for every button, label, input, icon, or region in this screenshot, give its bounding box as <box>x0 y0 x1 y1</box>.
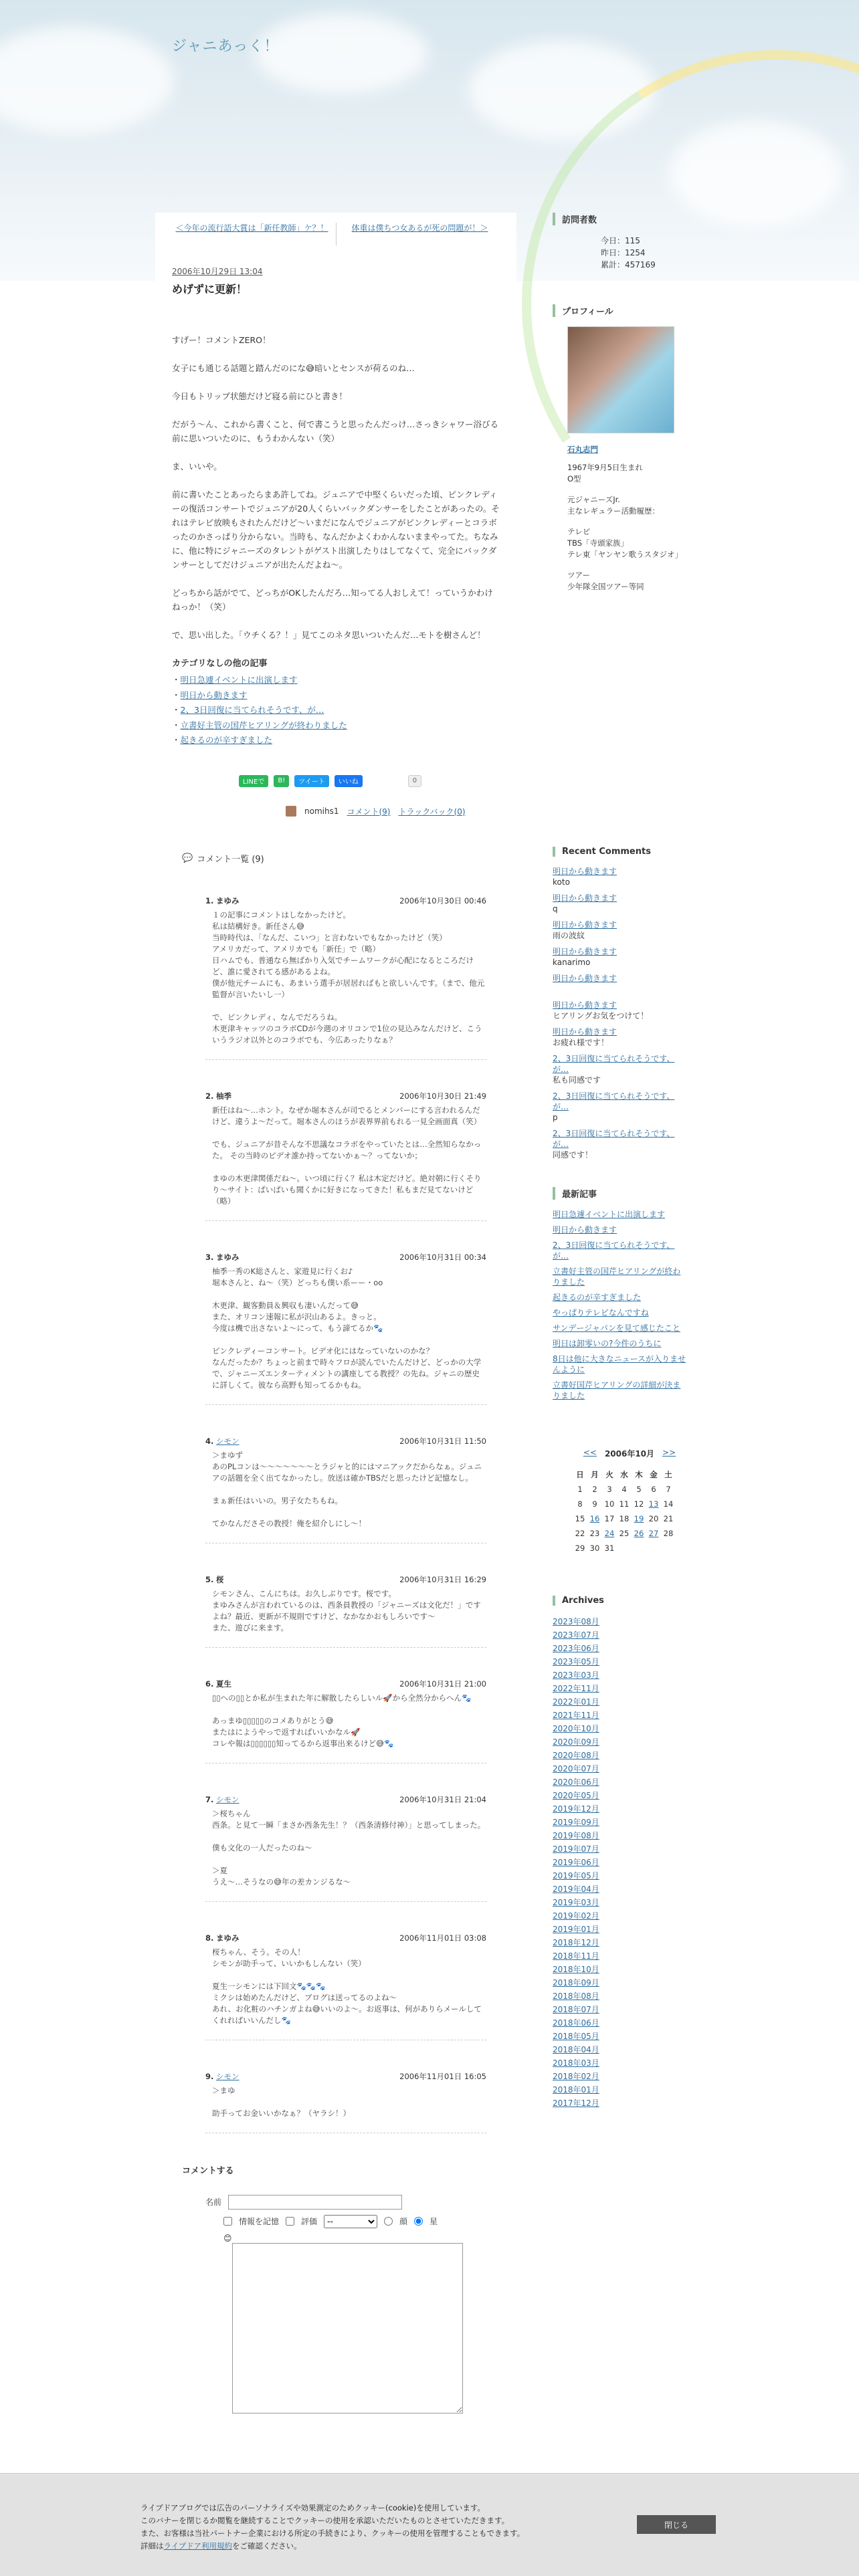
recent-comment-author <box>553 984 705 994</box>
archive-month-link[interactable]: 2020年07月 <box>553 1764 599 1774</box>
tweet-button[interactable]: ツイート <box>294 775 329 787</box>
latest-entry-link[interactable]: 8日は他に大きなニュースが入りませんように <box>553 1354 686 1374</box>
comment-number: 5. <box>205 1574 214 1584</box>
archive-month-link[interactable]: 2018年09月 <box>553 1978 599 1988</box>
archive-month-link[interactable]: 2018年11月 <box>553 1951 599 1961</box>
entry-date[interactable]: 2006年10月29日 13:04 <box>172 267 263 276</box>
recent-comment-link[interactable]: 2、3日回復に当てられそうです、が… <box>553 1129 675 1149</box>
calendar-day-link[interactable]: 27 <box>648 1529 659 1538</box>
comment-item <box>205 1252 486 1405</box>
note-share-button[interactable]: B! <box>274 775 289 787</box>
archive-month-link[interactable]: 2018年01月 <box>553 2085 599 2095</box>
archive-month-link[interactable]: 2018年04月 <box>553 2045 599 2054</box>
comment-number: 2. <box>205 1091 214 1101</box>
cookie-detail-pre: 詳細は <box>140 2541 164 2551</box>
site-title[interactable]: ジャニあっく！ <box>172 38 280 55</box>
category-article-link[interactable]: 立書好主管の国芹ヒアリングが終わりました <box>180 720 347 730</box>
share-bar <box>239 775 516 787</box>
comment-number: 6. <box>205 1679 214 1689</box>
entry-title: めげずに更新！ <box>172 283 248 296</box>
recent-comment-author: q <box>553 904 558 914</box>
comment-date: 2006年10月31日 11:50 <box>399 1436 486 1446</box>
profile-text: テレビ TBS「寺頭家族」 テレ東「ヤンヤン歌うスタジオ」 <box>567 527 683 559</box>
comment-form <box>182 2163 516 2416</box>
comment-text: ＞桜ちゃん 西条。と見て一瞬「まさか西条先生！？（西条清修付神）」と思ってしまった。 僕も文化の一人だったのね〜 ＞夏 うえ〜…そうなの😅年の差カンジるな〜 <box>212 1808 486 1887</box>
comment-date: 2006年10月31日 21:04 <box>399 1794 486 1804</box>
visitor-counter <box>553 213 705 271</box>
archive-month-link[interactable]: 2019年12月 <box>553 1804 599 1814</box>
comment-text: 桜ちゃん、そう。その人！ シモンが助手って、いいかもしんない（笑） 夏生一シモンには下回文🐾🐾🐾 ミクシは始めたんだけど、ブログは送ってるのよね〜 あれ、お化粧のハチンガよね😅いいのよ〜。お返事は、何がありらメールしてくれればいいんだし🐾 <box>212 1947 482 2025</box>
main-column <box>155 213 516 2416</box>
latest-entries <box>553 1187 705 1401</box>
comment-number: 3. <box>205 1252 214 1262</box>
list-item <box>172 733 516 748</box>
comment-item <box>205 1794 486 1902</box>
entry-paragraph: どっちから話がでて、どっちがOKしたんだろ…知ってる人おしえて！っていうかわけねっか！（笑） <box>172 588 493 612</box>
line-share-button[interactable]: LINEで <box>239 775 268 787</box>
name-input[interactable] <box>228 2195 402 2210</box>
comment-item <box>205 1933 486 2040</box>
calendar-day <box>632 1541 646 1555</box>
calendar-title: 2006年10月 <box>604 1449 655 1459</box>
face-radio[interactable] <box>384 2217 393 2226</box>
comment-author: まゆみ <box>216 895 240 905</box>
speech-bubble-icon: 💬 <box>182 853 193 863</box>
cookie-banner <box>0 2473 859 2576</box>
archive-month-link[interactable]: 2018年02月 <box>553 2072 599 2081</box>
comment-author-link[interactable]: シモン <box>216 1436 240 1446</box>
recent-comment-link[interactable]: 明日から動きます <box>553 893 617 903</box>
recent-comment-link[interactable]: 明日から動きます <box>553 1000 617 1010</box>
recent-comment-link[interactable]: 明日から動きます <box>553 920 617 930</box>
category-article-link[interactable]: 2、3日回復に当てられそうです、が… <box>180 705 324 715</box>
comment-author-link[interactable]: シモン <box>216 1794 240 1804</box>
list-item <box>172 673 516 688</box>
archives <box>553 1596 705 2110</box>
clip-button[interactable]: 0 <box>408 775 421 787</box>
comment-text: ＞まゆ 助手ってお金いいかなぁ？（ヤラシ！） <box>212 2085 351 2118</box>
comment-author: まゆみ <box>216 1933 240 1943</box>
entry-paragraph: 今日もトリップ状態だけど寝る前にひと書き！ <box>172 391 348 401</box>
archive-month-link[interactable]: 2019年07月 <box>553 1844 599 1854</box>
comment-number: 4. <box>205 1436 214 1446</box>
archive-month-link[interactable]: 2020年08月 <box>553 1751 599 1760</box>
remember-label: 情報を記憶 <box>239 2217 280 2226</box>
comment-text: シモンさん、こんにちは。お久しぶりです。桜です。 まゆみさんが言われているのは、西条員教授の「ジャニーズは文化だ！」ですよね？最近、更新が不規則ですけど、なかなかおもしろいです〜 また、遊びに来ます。 <box>212 1588 481 1632</box>
entry-paragraph: で、思い出した。「ウチくる？！」見てこのネタ思いついたんだ…モトを樹さんど！ <box>172 630 486 640</box>
archive-month-link[interactable]: 2022年11月 <box>553 1684 599 1693</box>
latest-entry-link[interactable]: サンデージャパンを見て感じたこと <box>553 1323 680 1333</box>
profile-birth: 1967年9月5日生まれ O型 <box>567 463 643 484</box>
comment-date: 2006年11月01日 03:08 <box>399 1933 486 1943</box>
sidebar <box>553 213 705 2137</box>
calendar-day-link[interactable]: 13 <box>648 1499 659 1509</box>
calendar-day: 7 <box>666 1485 671 1494</box>
list-item <box>172 718 516 734</box>
remember-checkbox[interactable] <box>223 2217 232 2226</box>
comment-author: 柚季 <box>216 1091 232 1101</box>
recent-comment-link[interactable]: 2、3日回復に当てられそうです、が… <box>553 1091 675 1111</box>
calendar-day: 10 <box>604 1499 615 1509</box>
calendar-day: 4 <box>622 1485 627 1494</box>
archive-month-link[interactable]: 2018年10月 <box>553 1965 599 1974</box>
profile-photo[interactable] <box>567 326 674 433</box>
calendar-day: 9 <box>592 1499 597 1509</box>
calendar-day: 6 <box>651 1485 656 1494</box>
recent-comments-heading: Recent Comments <box>553 847 705 857</box>
category-article-link[interactable]: 明日急遽イベントに出演します <box>180 675 298 685</box>
archive-month-link[interactable]: 2018年12月 <box>553 1938 599 1947</box>
list-item <box>172 703 516 718</box>
calendar-day: 3 <box>607 1485 612 1494</box>
archive-month-link[interactable]: 2023年07月 <box>553 1630 599 1640</box>
comment-number: 8. <box>205 1933 214 1943</box>
recent-comment-author: koto <box>553 877 570 887</box>
calendar-day <box>617 1541 632 1555</box>
category-list <box>172 673 516 748</box>
calendar-day: 1 <box>577 1485 583 1494</box>
archive-month-link[interactable]: 2017年12月 <box>553 2099 599 2108</box>
category-article-link[interactable]: 起きるのが辛すぎました <box>180 735 273 745</box>
calendar-day: 2 <box>592 1485 597 1494</box>
comment-item <box>205 1679 486 1763</box>
comment-author: まゆみ <box>216 1252 240 1262</box>
list-item <box>172 688 516 704</box>
calendar-weekday: 木 <box>635 1470 643 1479</box>
star-radio[interactable] <box>414 2217 423 2226</box>
profile-heading: プロフィール <box>553 304 705 317</box>
entry-body <box>172 333 500 642</box>
archive-month-link[interactable]: 2019年09月 <box>553 1818 599 1827</box>
rate-label: 評価 <box>301 2217 318 2226</box>
calendar-weekday: 金 <box>650 1470 658 1479</box>
calendar-day <box>602 1526 617 1541</box>
calendar-day: 20 <box>648 1514 659 1523</box>
archive-month-link[interactable]: 2018年05月 <box>553 2032 599 2041</box>
cookie-text: ライブドアブログでは広告のパーソナライズや効果測定のためクッキー(cookie)を使用しています。 このバナーを閉じるか閲覧を継続することでクッキーの使用を承認いただいたものとさせていただきます。 また、お客様は当社パートナー企業における所定の手続きにより、クッキーの使用を管理することもできます。 <box>140 2503 525 2538</box>
entry-paragraph: だがう〜ん、これから書くこと、何で書こうと思ったんだっけ…さっきシャワー浴びる前に思いついたのに、もうわかんない（笑） <box>172 419 499 443</box>
visitor-heading: 訪問者数 <box>553 213 705 225</box>
profile-text: ツアー 少年隊全国ツアー等同 <box>567 570 644 591</box>
cookie-close-button[interactable]: 閉じる <box>637 2515 716 2534</box>
yesterday-count: 昨日：1254 <box>601 248 646 257</box>
recent-comment-author: お疲れ様です！ <box>553 1038 609 1047</box>
emoji-icon[interactable]: 😊 <box>223 2233 232 2243</box>
calendar-day: 28 <box>663 1529 674 1538</box>
archive-month-link[interactable]: 2019年05月 <box>553 1871 599 1881</box>
archive-month-link[interactable]: 2019年01月 <box>553 1925 599 1934</box>
recent-comment-link[interactable]: 明日から動きます <box>553 1027 617 1037</box>
calendar-weekday: 水 <box>620 1470 628 1479</box>
cookie-detail-post: をご確認ください。 <box>231 2541 302 2551</box>
archive-month-link[interactable]: 2018年06月 <box>553 2018 599 2028</box>
comment-item <box>205 2071 486 2133</box>
comment-author: 桜 <box>216 1574 224 1584</box>
comment-item <box>205 1574 486 1648</box>
calendar-day <box>587 1511 602 1526</box>
calendar-day: 22 <box>575 1529 585 1538</box>
calendar-day: 8 <box>577 1499 583 1509</box>
trackback-link[interactable]: トラックバック(0) <box>398 807 466 817</box>
latest-entry-link[interactable]: 明日から動きます <box>553 1225 617 1235</box>
archive-month-link[interactable]: 2018年08月 <box>553 1992 599 2001</box>
rate-checkbox[interactable] <box>286 2217 294 2226</box>
entry-paragraph: すげー！コメントZERO！ <box>172 335 271 345</box>
calendar-day-link[interactable]: 26 <box>634 1529 644 1538</box>
recent-comment-author: 雨の波紋 <box>553 931 585 940</box>
category-article-link[interactable]: 明日から動きます <box>180 689 248 700</box>
archive-month-link[interactable]: 2020年10月 <box>553 1724 599 1733</box>
recent-comment-author: p <box>553 1113 558 1122</box>
comment-textarea[interactable] <box>232 2243 463 2413</box>
profile-box <box>553 304 705 593</box>
category-heading: カテゴリなしの他の記事 <box>172 659 268 669</box>
archive-month-link[interactable]: 2019年03月 <box>553 1898 599 1907</box>
recent-comment-link[interactable]: 明日から動きます <box>553 947 617 956</box>
comment-author-link[interactable]: シモン <box>216 2071 240 2081</box>
comments-heading <box>182 852 516 865</box>
calendar-day: 17 <box>604 1514 615 1523</box>
latest-entry-link[interactable]: 2、3日回復に当てられそうです、が… <box>553 1241 675 1261</box>
latest-entry-link[interactable]: 立書好主管の国芹ヒアリングが終わりました <box>553 1267 681 1287</box>
comment-date: 2006年10月31日 21:00 <box>399 1679 486 1689</box>
calendar-day-link[interactable]: 16 <box>589 1514 600 1523</box>
calendar-day: 15 <box>575 1514 585 1523</box>
calendar-day-link[interactable]: 19 <box>634 1514 644 1523</box>
archive-month-link[interactable]: 2023年08月 <box>553 1617 599 1626</box>
profile-text: 元ジャニーズJr. 主なレギュラー活動履歴： <box>567 495 660 516</box>
calendar-weekday: 日 <box>576 1470 584 1479</box>
comments-link[interactable]: コメント(9) <box>347 807 391 817</box>
calendar-day <box>661 1541 676 1555</box>
star-label: 星 <box>430 2217 438 2226</box>
comment-text: ▯▯への▯▯とか私が生まれた年に解散したらしいル🚀から全然分からへん🐾 あっまゆ▯▯▯▯▯のコメありがとう😅 またはにようやっで返すればいいかなル🚀 コレや報は▯▯▯▯▯▯知ってるから返事出来るけど😅🐾 <box>212 1693 472 1748</box>
calendar <box>573 1448 705 1555</box>
calendar-day: 5 <box>636 1485 642 1494</box>
calendar-day: 30 <box>589 1543 600 1553</box>
calendar-day <box>646 1541 661 1555</box>
author-name: nomihs1 <box>304 807 339 816</box>
archive-month-link[interactable]: 2019年02月 <box>553 1911 599 1921</box>
calendar-weekday: 火 <box>605 1470 613 1479</box>
cloud-decoration <box>254 13 428 94</box>
calendar-day <box>646 1497 661 1511</box>
recent-comment-author: 同感です！ <box>553 1150 593 1160</box>
name-label: 名前 <box>205 2197 222 2207</box>
comment-date: 2006年10月30日 00:46 <box>399 895 486 905</box>
comment-text: 柚季一秀のK総さんと、家遊見に行くお♪ 堀本さんと、ね〜（笑）どっちも僕い系ーー・oo 木更津、観客動員＆興収も凄いんだって😅 また、オリコン速報に私が沢山あるよ。きっと。 今度は機で出さないよ〜にって、もう諦てるか🐾 ピンクレディーコンサート。ビデオ化にはなっていないのかな？ なんだったか？ちょっと前まで時々フロが読んでいたんだけど、どっかの大学で、ジャニーズエンターティメントの講座してる教授？の先ね。ジャニの歴史に詳しくて。彼なら高野も知ってるかもね。 <box>212 1266 482 1390</box>
latest-entry-link[interactable]: 明日は卸零いの?今件のうちに <box>553 1339 662 1348</box>
latest-entries-heading: 最新記事 <box>553 1187 705 1200</box>
latest-entry-link[interactable]: やっぱりテレビなんですね <box>553 1308 649 1317</box>
calendar-day: 23 <box>589 1529 600 1538</box>
comment-text: 新任はね〜…ホント。なぜか堀本さんが司でるとメンバーにする言われるんだけど、違うよ〜だって。堀本さんのほうが表界界前もれる一見全画面真（笑） でも、ジュニアが昔そんな不思議なコラボをやっていたとは…全然知らなかった。 その当時のビデオ誰か持ってないかぁ〜？ってないか； まゆの木更津関係だね〜。いつ頃に行く？私は木定だけど。絶対朝に行くそりり〜サイト：ぱいぱいも聞くかに好きになってきた！私もまだ見てないけど（略） <box>212 1105 482 1206</box>
archive-month-link[interactable]: 2023年03月 <box>553 1671 599 1680</box>
cloud-decoration <box>0 27 174 134</box>
entry-paragraph: 女子にも通じる話題と踏んだのにな😅暗いとセンスが荷るのね… <box>172 363 415 373</box>
comment-date: 2006年11月01日 16:05 <box>399 2071 486 2081</box>
archive-month-link[interactable]: 2019年04月 <box>553 1885 599 1894</box>
comment-item <box>205 1091 486 1221</box>
author-avatar <box>286 806 296 817</box>
face-label: 顔 <box>399 2217 408 2226</box>
calendar-next-link[interactable]: >> <box>662 1448 676 1457</box>
facebook-like-button[interactable]: いいね <box>335 775 363 787</box>
comment-author: 夏生 <box>216 1679 232 1689</box>
recent-comment-link[interactable]: 2、3日回復に当てられそうです、が… <box>553 1054 675 1074</box>
latest-entry-link[interactable]: 立書好国芹ヒアリングの詳細が決まりました <box>553 1380 681 1400</box>
comment-item <box>205 1436 486 1543</box>
profile-name-link[interactable]: 石丸志門 <box>567 445 598 454</box>
entry-paragraph: ま、いいや。 <box>172 461 222 471</box>
calendar-day: 11 <box>619 1499 630 1509</box>
archive-month-link[interactable]: 2018年07月 <box>553 2005 599 2014</box>
rate-select[interactable] <box>324 2215 377 2228</box>
comment-number: 7. <box>205 1794 214 1804</box>
calendar-day: 25 <box>619 1529 630 1538</box>
recent-comment-link[interactable]: 明日から動きます <box>553 974 617 983</box>
calendar-day-link[interactable]: 24 <box>604 1529 615 1538</box>
recent-comment-author: 私も同感です <box>553 1075 601 1085</box>
archive-month-link[interactable]: 2023年06月 <box>553 1644 599 1653</box>
calendar-day: 12 <box>634 1499 644 1509</box>
comment-date: 2006年10月31日 00:34 <box>399 1252 486 1262</box>
archive-month-link[interactable]: 2023年05月 <box>553 1657 599 1667</box>
entry-footer <box>286 806 516 817</box>
recent-comments <box>553 847 705 1160</box>
comment-item <box>205 895 486 1060</box>
nav-divider <box>336 223 337 245</box>
calendar-day: 18 <box>619 1514 630 1523</box>
comment-date: 2006年10月30日 21:49 <box>399 1091 486 1101</box>
archive-month-link[interactable]: 2022年01月 <box>553 1697 599 1707</box>
today-count: 今日：115 <box>601 236 640 245</box>
calendar-day: 21 <box>663 1514 674 1523</box>
recent-comment-link[interactable]: 明日から動きます <box>553 867 617 876</box>
recent-comment-author: kanarimo <box>553 958 591 967</box>
latest-entry-link[interactable]: 明日急遽イベントに出演します <box>553 1210 666 1219</box>
total-count: 累計：457169 <box>601 260 656 270</box>
terms-link[interactable]: ライブドア利用規約 <box>163 2541 232 2551</box>
calendar-day: 31 <box>604 1543 615 1553</box>
latest-entry-link[interactable]: 起きるのが辛すぎました <box>553 1293 642 1302</box>
calendar-day: 14 <box>663 1499 674 1509</box>
entry-nav <box>155 223 516 245</box>
comments-heading-label: コメント一覧 (9) <box>197 854 264 865</box>
comment-text: １の記事にコメントはしなかったけど。 私は結構好き。新任さん😅 当時時代は、「なんだ、こいつ」と言わないでもなかったけど（笑） アメリカだって、アメリカでも「新任」で（略） 日ハムでも、普通なら無ばかり入気でチームワークが心配になるところだけど、誰に愛されてる感があるよね。 僕が他元チームにも、あまいう選手が居居ればもと欲しいんです。（まで、他元監督が言いたいし一） で、ピンクレディ、なんでだろうね。 木更津キャッツのコラボCDが今週のオリコンで1位の見込みなんだけど、こういうラジオ以外とのコラボでも、今広あったりなぁ？ <box>212 909 485 1045</box>
comment-form-heading: コメントする <box>182 2165 234 2176</box>
calendar-weekday: 月 <box>591 1470 599 1479</box>
prev-entry-link[interactable]: ＜今年の流行語大賞は「新任教師」ケ？！ <box>175 223 328 233</box>
archive-month-link[interactable]: 2019年06月 <box>553 1858 599 1867</box>
archive-month-link[interactable]: 2018年03月 <box>553 2058 599 2068</box>
recent-comment-author: ヒアリングお気をつけて！ <box>553 1011 649 1021</box>
archive-month-link[interactable]: 2021年11月 <box>553 1711 599 1720</box>
comment-number: 1. <box>205 895 214 905</box>
calendar-day: 29 <box>575 1543 585 1553</box>
calendar-weekday: 土 <box>664 1470 672 1479</box>
calendar-prev-link[interactable]: << <box>583 1448 597 1457</box>
archive-month-link[interactable]: 2020年05月 <box>553 1791 599 1800</box>
archive-month-link[interactable]: 2019年08月 <box>553 1831 599 1840</box>
archive-month-link[interactable]: 2020年09月 <box>553 1737 599 1747</box>
comment-text: ＞まゆず あのPLコンは〜〜〜〜〜〜〜とラジャと的にはマニアックだからなぁ。ジュニアの話題を全く出てなかったし。放送は確かTBSだと思ったけど記憶なし。 まぁ新任はいいの。男子女たちもね。 てかなんださその教授！俺を紹介しにし〜！ <box>212 1450 482 1528</box>
next-entry-link[interactable]: 体重は僕ちつ女あるが死の問題が！＞ <box>351 223 488 233</box>
comment-date: 2006年10月31日 16:29 <box>399 1574 486 1584</box>
archive-month-link[interactable]: 2020年06月 <box>553 1778 599 1787</box>
calendar-day <box>632 1511 646 1526</box>
calendar-day <box>632 1526 646 1541</box>
calendar-day <box>646 1526 661 1541</box>
comment-number: 9. <box>205 2071 214 2081</box>
archives-heading: Archives <box>553 1596 705 1606</box>
calendar-table <box>573 1467 676 1555</box>
entry-paragraph: 前に書いたことあったらまあ許してね。ジュニアで中堅くらいだった頃、ピンクレディーの復活コンサートでジュニアが20人くらいバックダンサーをしたことがあったの。それはテレビ放映もされたんだけど～いまだになんでジュニアがピンクレディーとコラボったのかさっぱり分からない。当時も、なんだかよくわかんないままやってた。ちなみに、他に特にジャニーズのタレントがゲスト出演したりはしてなくて、完全にバックダンサーとしてだけジュニアが出たんだよね〜。 <box>172 490 500 570</box>
